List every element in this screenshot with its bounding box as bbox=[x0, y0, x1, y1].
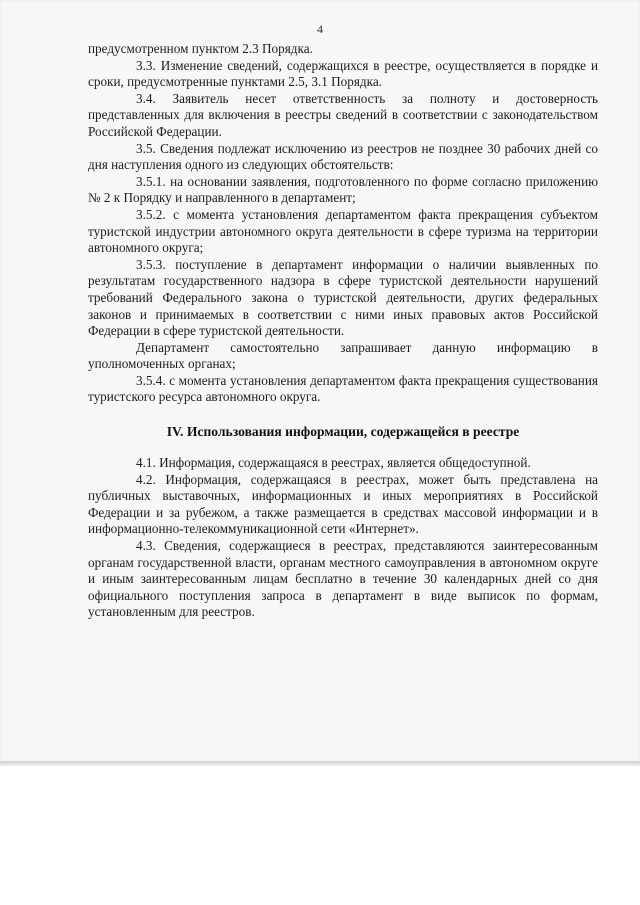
document-body bbox=[88, 41, 598, 621]
paragraph-3-5-3: 3.5.3. поступление в департамент информации о наличии выявленных по результатам государственного надзора в сфере туристской деятельности нарушений требований Федерального закона о туристской деятельности, других федеральных законов и принимаемых в соответствии с ними иных правовых актов Российской Федерации в сфере туристской деятельности. bbox=[88, 256, 598, 339]
paragraph-3-5: 3.5. Сведения подлежат исключению из реестров не позднее 30 рабочих дней со дня наступления одного из следующих обстоятельств: bbox=[88, 140, 598, 173]
page-number: 4 bbox=[317, 22, 323, 36]
paragraph-department-request: Департамент самостоятельно запрашивает данную информацию в уполномоченных органах; bbox=[88, 339, 598, 372]
paragraph-3-3: 3.3. Изменение сведений, содержащихся в реестре, осуществляется в порядке и сроки, предусмотренные пунктами 2.5, 3.1 Порядка. bbox=[88, 57, 598, 90]
section-title: IV. Использования информации, содержащейся в реестре bbox=[166, 424, 520, 440]
paragraph-3-5-1: 3.5.1. на основании заявления, подготовленного по форме согласно приложению № 2 к Порядку и направленного в департамент; bbox=[88, 173, 598, 206]
paragraph-3-5-2: 3.5.2. с момента установления департаментом факта прекращения субъектом туристской индустрии автономного округа деятельности в сфере туризма на территории автономного округа; bbox=[88, 206, 598, 256]
page-edge bbox=[0, 761, 640, 767]
paragraph-4-1: 4.1. Информация, содержащаяся в реестрах, является общедоступной. bbox=[136, 455, 531, 471]
paragraph-continuation: предусмотренном пунктом 2.3 Порядка. bbox=[88, 41, 313, 56]
paragraph-3-4: 3.4. Заявитель несет ответственность за полноту и достоверность представленных для включения в реестры сведений в соответствии с законодательством Российской Федерации. bbox=[88, 90, 598, 139]
paragraph-3-5-4: 3.5.4. с момента установления департаментом факта прекращения существования туристского ресурса автономного округа. bbox=[88, 372, 598, 405]
paragraph-4-3: 4.3. Сведения, содержащиеся в реестрах, представляются заинтересованным органам государственной власти, органам местного самоуправления в автономном округе и иным заинтересованным лицам бесплатно в течение 30 календарных дней со дня официального поступления запроса в департамент в виде выписок по формам, установленным для реестров. bbox=[88, 538, 598, 620]
paragraph-4-2: 4.2. Информация, содержащаяся в реестрах, может быть представлена на публичных выставочных, информационных и иных мероприятиях в Российской Федерации и за рубежом, а также размещается в средствах массовой информации и в информационно-телекоммуникационной сети «Интернет». bbox=[88, 471, 598, 537]
